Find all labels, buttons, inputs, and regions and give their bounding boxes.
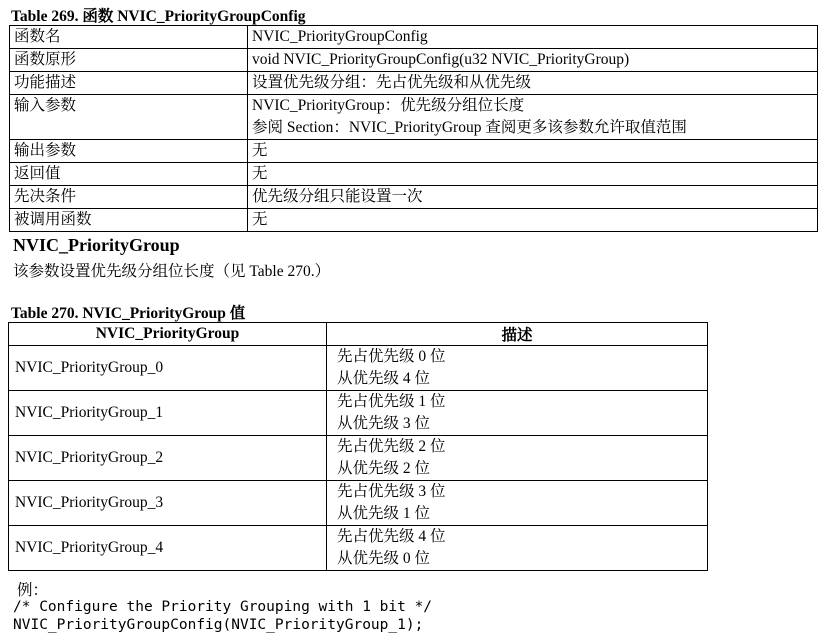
preemption-bits: 先占优先级 1 位	[337, 393, 446, 410]
example-code-block	[13, 598, 432, 634]
group-description	[327, 436, 708, 481]
row-label: 函数原形	[10, 49, 248, 72]
row-value: 优先级分组只能设置一次	[248, 186, 818, 209]
column-header-description: 描述	[327, 323, 708, 346]
subpriority-bits: 从优先级 3 位	[337, 415, 431, 432]
table-row	[9, 391, 708, 436]
table-header-row	[9, 323, 708, 346]
row-value: 无	[248, 163, 818, 186]
row-label: 被调用函数	[10, 209, 248, 232]
subpriority-bits: 从优先级 2 位	[337, 460, 431, 477]
group-description	[327, 481, 708, 526]
row-value	[248, 95, 818, 140]
row-label: 功能描述	[10, 72, 248, 95]
group-name: NVIC_PriorityGroup_1	[9, 391, 327, 436]
group-description	[327, 526, 708, 571]
preemption-bits: 先占优先级 3 位	[337, 483, 446, 500]
row-label: 输出参数	[10, 140, 248, 163]
row-value-line-1: NVIC_PriorityGroup：优先级分组位长度	[252, 97, 525, 114]
table-row	[10, 140, 818, 163]
row-label: 返回值	[10, 163, 248, 186]
priority-group-values-table	[8, 322, 708, 571]
subpriority-bits: 从优先级 4 位	[337, 370, 431, 387]
group-name: NVIC_PriorityGroup_4	[9, 526, 327, 571]
table-row	[10, 95, 818, 140]
group-description	[327, 346, 708, 391]
section-description: 该参数设置优先级分组位长度（见 Table 270.）	[13, 263, 331, 280]
preemption-bits: 先占优先级 0 位	[337, 348, 446, 365]
row-label: 函数名	[10, 26, 248, 49]
table-row	[10, 163, 818, 186]
table-row	[10, 72, 818, 95]
table-row	[10, 186, 818, 209]
preemption-bits: 先占优先级 2 位	[337, 438, 446, 455]
table-269-caption: Table 269. 函数 NVIC_PriorityGroupConfig	[11, 8, 306, 25]
table-row	[9, 481, 708, 526]
column-header-group: NVIC_PriorityGroup	[9, 323, 327, 346]
code-comment-line: /* Configure the Priority Grouping with 1 bit */	[13, 599, 433, 615]
row-value: 设置优先级分组：先占优先级和从优先级	[248, 72, 818, 95]
group-description	[327, 391, 708, 436]
group-name: NVIC_PriorityGroup_2	[9, 436, 327, 481]
group-name: NVIC_PriorityGroup_3	[9, 481, 327, 526]
table-row	[9, 526, 708, 571]
table-row	[10, 26, 818, 49]
subpriority-bits: 从优先级 0 位	[337, 550, 431, 567]
table-270-caption: Table 270. NVIC_PriorityGroup 值	[11, 305, 246, 322]
row-label: 输入参数	[10, 95, 248, 140]
group-name: NVIC_PriorityGroup_0	[9, 346, 327, 391]
example-label: 例：	[17, 582, 49, 599]
row-value: void NVIC_PriorityGroupConfig(u32 NVIC_PriorityGroup)	[248, 49, 818, 72]
row-value: NVIC_PriorityGroupConfig	[248, 26, 818, 49]
code-call-line: NVIC_PriorityGroupConfig(NVIC_PriorityGroup_1);	[13, 617, 424, 633]
subpriority-bits: 从优先级 1 位	[337, 505, 431, 522]
row-value-line-2: 参阅 Section：NVIC_PriorityGroup 查阅更多该参数允许取值范围	[252, 119, 687, 136]
row-value: 无	[248, 209, 818, 232]
row-value: 无	[248, 140, 818, 163]
function-spec-table	[9, 25, 818, 232]
table-row	[9, 346, 708, 391]
preemption-bits: 先占优先级 4 位	[337, 528, 446, 545]
row-label: 先决条件	[10, 186, 248, 209]
table-row	[10, 49, 818, 72]
table-row	[9, 436, 708, 481]
section-title: NVIC_PriorityGroup	[13, 235, 180, 255]
table-row	[10, 209, 818, 232]
